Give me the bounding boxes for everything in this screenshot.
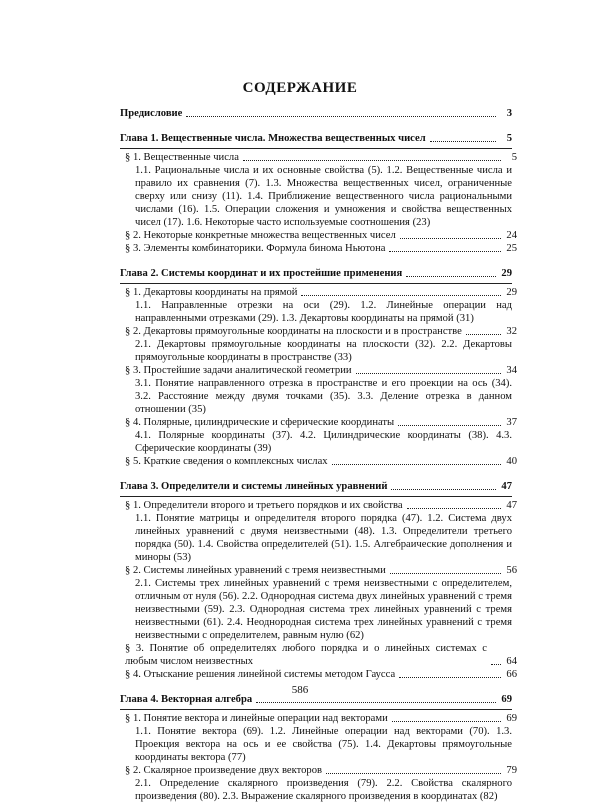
toc-section-label: § 2. Системы линейных уравнений с тремя неизвестными — [125, 565, 386, 576]
toc-section-label: § 3. Понятие об определителях любого порядка и о линейных системах с любым числом неизвестных — [125, 643, 487, 667]
toc-section[interactable] — [120, 151, 517, 164]
chapter-rule — [120, 496, 512, 497]
toc-section-page: 47 — [506, 500, 517, 511]
toc-chapter[interactable] — [120, 480, 512, 493]
dot-leader — [466, 334, 501, 335]
dot-leader — [398, 425, 501, 426]
toc-section-label: § 2. Скалярное произведение двух векторов — [125, 765, 322, 776]
toc-section-label: § 4. Полярные, цилиндрические и сферические координаты — [125, 417, 395, 428]
toc-section[interactable] — [120, 416, 517, 429]
dot-leader — [243, 160, 501, 161]
toc-section[interactable] — [120, 325, 517, 338]
page-number: 586 — [291, 684, 309, 696]
toc-chapter-page: 69 — [501, 694, 512, 705]
dot-leader — [256, 702, 496, 703]
toc-section-page: 40 — [506, 456, 517, 467]
toc-subsections: 1.1. Понятие матрицы и определителя второго порядка (47). 1.2. Система двух линейных уравнений с двумя неизвестными (48). 1.3. Определители третьего порядка (50). 1.4. Свойства определителей (51). 1.5. Алгебраические дополнения и миноры (53) — [135, 513, 512, 563]
toc-section[interactable] — [120, 564, 517, 577]
table-of-contents — [120, 107, 517, 803]
toc-section-page: 5 — [511, 152, 517, 163]
toc-chapter-label: Глава 1. Вещественные числа. Множества вещественных чисел — [120, 133, 426, 144]
toc-section[interactable] — [120, 712, 517, 725]
toc-section-page: 24 — [506, 230, 517, 241]
toc-section-label: § 2. Декартовы прямоугольные координаты на плоскости и в пространстве — [125, 326, 462, 337]
toc-subsections: 2.1. Декартовы прямоугольные координаты на плоскости (32). 2.2. Декартовы прямоугольные координаты в пространстве (33) — [135, 339, 512, 363]
toc-section[interactable] — [120, 455, 517, 468]
toc-section-label: § 5. Краткие сведения о комплексных числах — [125, 456, 328, 467]
toc-section-page: 29 — [506, 287, 517, 298]
dot-leader — [406, 276, 496, 277]
toc-section[interactable] — [120, 764, 517, 777]
dot-leader — [391, 489, 496, 490]
toc-subsections: 4.1. Полярные координаты (37). 4.2. Цилиндрические координаты (38). 4.3. Сферические координаты (39) — [135, 430, 512, 454]
spacer — [120, 468, 512, 480]
toc-section-label: § 1. Определители второго и третьего порядков и их свойства — [125, 500, 403, 511]
toc-section-label: § 4. Отыскание решения линейной системы методом Гаусса — [125, 669, 396, 680]
toc-preface[interactable] — [120, 107, 512, 120]
toc-section[interactable] — [120, 499, 517, 512]
toc-section-label: § 2. Некоторые конкретные множества вещественных чисел — [125, 230, 396, 241]
toc-chapter-page: 29 — [501, 268, 512, 279]
toc-chapter-label: Глава 3. Определители и системы линейных уравнений — [120, 481, 388, 492]
toc-subsections: 1.1. Понятие вектора (69). 1.2. Линейные операции над векторами (70). 1.3. Проекция вектора на ось и ее свойства (75). 1.4. Декартовы прямоугольные координаты вектора (77) — [135, 726, 512, 763]
toc-section-label: § 3. Элементы комбинаторики. Формула бинома Ньютона — [125, 243, 386, 254]
toc-chapter-label: Глава 2. Системы координат и их простейшие применения — [120, 268, 403, 279]
dot-leader — [332, 464, 501, 465]
toc-preface-page: 3 — [506, 108, 512, 119]
toc-preface-label: Предисловие — [120, 108, 183, 119]
spacer — [120, 120, 512, 132]
toc-section[interactable] — [120, 364, 517, 377]
toc-section-page: 64 — [506, 656, 517, 667]
dot-leader — [400, 238, 501, 239]
toc-chapter[interactable] — [120, 132, 512, 145]
toc-section-label: § 1. Понятие вектора и линейные операции над векторами — [125, 713, 388, 724]
toc-section-page: 32 — [506, 326, 517, 337]
toc-section[interactable] — [120, 668, 517, 681]
toc-chapter-page: 47 — [501, 481, 512, 492]
toc-subsections: 3.1. Понятие направленного отрезка в пространстве и его проекции на ось (34). 3.2. Расстояние между двумя точками (35). 3.3. Деление отрезка в данном отношении (35) — [135, 378, 512, 415]
toc-subsections: 1.1. Направленные отрезки на оси (29). 1.2. Линейные операции над направленными отрезками (29). 1.3. Декартовы координаты на прямой (31) — [135, 300, 512, 324]
toc-section-label: § 1. Декартовы координаты на прямой — [125, 287, 298, 298]
page-title: СОДЕРЖАНИЕ — [242, 80, 358, 96]
toc-section-page: 69 — [506, 713, 517, 724]
toc-section-label: § 1. Вещественные числа — [125, 152, 239, 163]
toc-section-page: 56 — [506, 565, 517, 576]
toc-section[interactable] — [120, 642, 517, 668]
toc-section-page: 79 — [506, 765, 517, 776]
dot-leader — [356, 373, 501, 374]
toc-chapter[interactable] — [120, 267, 512, 280]
dot-leader — [301, 295, 501, 296]
dot-leader — [389, 251, 501, 252]
chapter-rule — [120, 283, 512, 284]
toc-section[interactable] — [120, 242, 517, 255]
dot-leader — [390, 573, 501, 574]
dot-leader — [407, 508, 501, 509]
dot-leader — [326, 773, 501, 774]
spacer — [120, 255, 512, 267]
dot-leader — [399, 677, 501, 678]
toc-subsections: 2.1. Системы трех линейных уравнений с тремя неизвестными с определителем, отличным от нуля (56). 2.2. Однородная система двух линейных уравнений с тремя неизвестными (59). 2.3. Однородная система трех линейных уравнений с тремя неизвестными (61). 2.4. Неоднородная система трех линейных уравнений с тремя неизвестными с определителем, равным нулю (62) — [135, 578, 512, 641]
toc-subsections: 2.1. Определение скалярного произведения (79). 2.2. Свойства скалярного произведения (80). 2.3. Выражение скалярного произведения в координатах (82) — [135, 778, 512, 802]
dot-leader — [430, 141, 496, 142]
toc-chapter-page: 5 — [506, 133, 512, 144]
dot-leader — [186, 116, 496, 117]
toc-chapter-label: Глава 4. Векторная алгебра — [120, 694, 253, 705]
dot-leader — [491, 664, 501, 665]
toc-section-page: 25 — [506, 243, 517, 254]
toc-section[interactable] — [120, 229, 517, 242]
toc-subsections: 1.1. Рациональные числа и их основные свойства (5). 1.2. Вещественные числа и правило их сравнения (7). 1.3. Множества вещественных чисел, ограниченные сверху или снизу (11). 1.4. Приближение вещественного числа рациональными числами (16). 1.5. Операции сложения и умножения и свойства вещественных чисел (17). 1.6. Некоторые часто используемые соотношения (23) — [135, 165, 512, 228]
toc-section-page: 66 — [506, 669, 517, 680]
chapter-rule — [120, 148, 512, 149]
toc-section-page: 34 — [506, 365, 517, 376]
dot-leader — [392, 721, 501, 722]
toc-section-label: § 3. Простейшие задачи аналитической геометрии — [125, 365, 352, 376]
toc-section-page: 37 — [506, 417, 517, 428]
chapter-rule — [120, 709, 512, 710]
toc-section[interactable] — [120, 286, 517, 299]
